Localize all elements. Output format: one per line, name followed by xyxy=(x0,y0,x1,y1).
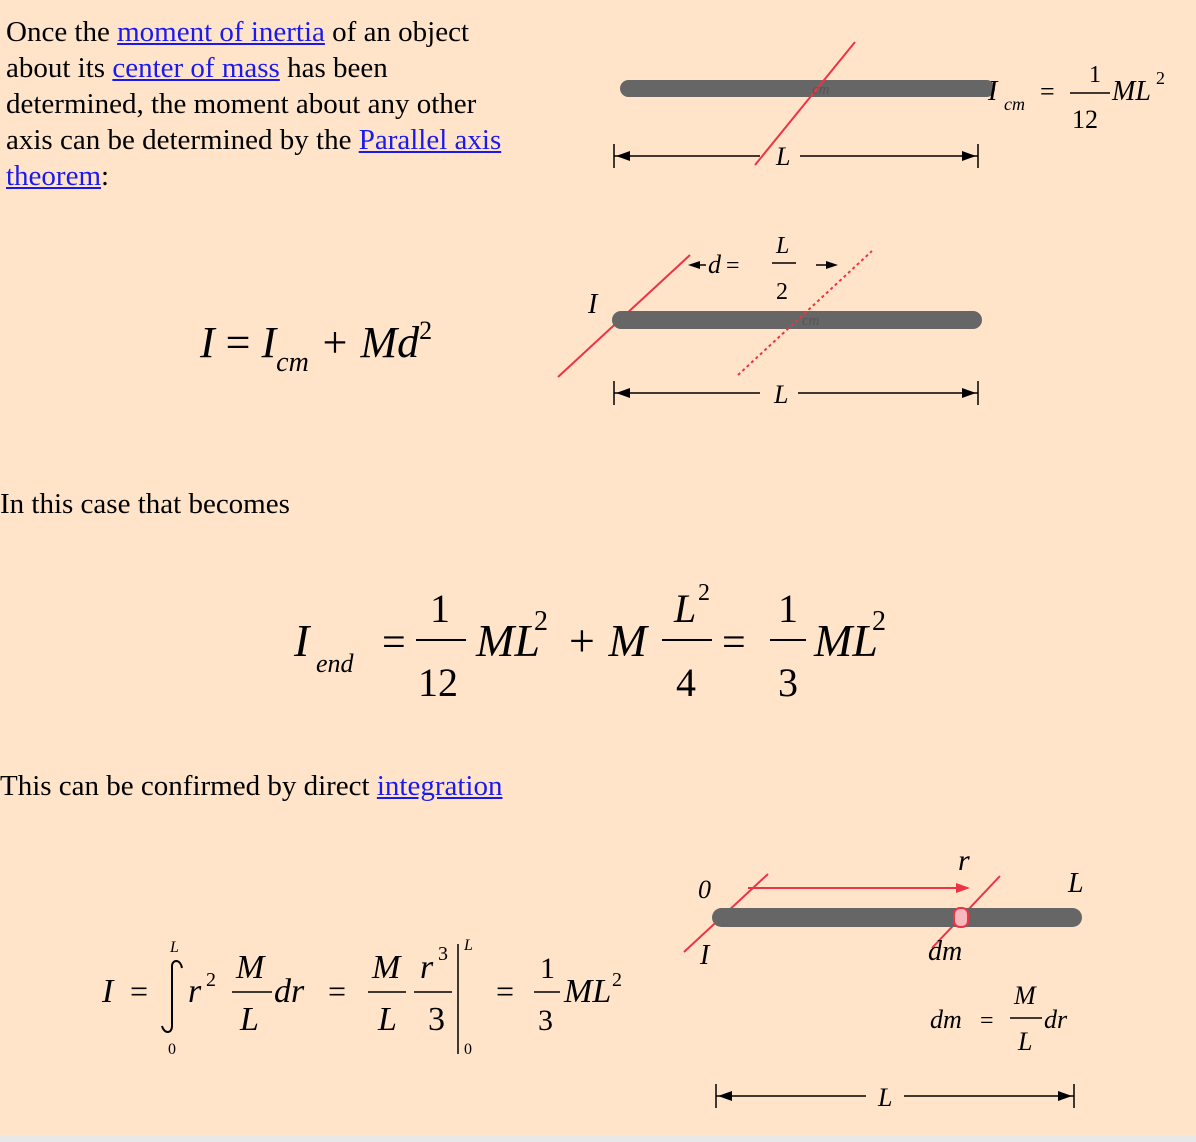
formula-sub: cm xyxy=(1004,94,1025,114)
bottom-border xyxy=(0,1136,1196,1142)
formula-eq: = xyxy=(382,620,406,666)
dm-formula-dm: dm xyxy=(930,1005,962,1034)
arrow-head xyxy=(616,151,630,161)
integration-diagram xyxy=(670,840,1110,1115)
eval-lower: 0 xyxy=(464,1041,472,1058)
I-label: I xyxy=(588,289,598,320)
formula-ml: ML xyxy=(564,973,612,1010)
formula-I: I xyxy=(102,973,114,1010)
dm-label: dm xyxy=(928,936,963,967)
confirm-text xyxy=(0,768,503,804)
frac-num: M xyxy=(236,949,265,986)
formula-I: I xyxy=(988,76,998,107)
frac4-num: 1 xyxy=(540,952,555,985)
arrow-head xyxy=(718,1091,732,1101)
frac3-den: 3 xyxy=(778,660,798,705)
center-of-mass-link[interactable]: center of mass xyxy=(112,52,280,84)
r-arrow-head xyxy=(956,883,970,893)
intro-text: has been xyxy=(279,52,388,84)
intro-text: about its xyxy=(6,52,113,84)
frac3-pow: 3 xyxy=(438,943,448,965)
formula-pow: 2 xyxy=(612,969,622,991)
formula-sub: cm xyxy=(276,347,309,378)
integration-link[interactable]: integration xyxy=(376,770,503,802)
arrow-head xyxy=(962,388,976,398)
intro-text: determined, the moment about any other xyxy=(6,88,477,120)
frac3-num: r xyxy=(420,949,434,986)
rod xyxy=(712,908,1082,927)
integrand-pow: 2 xyxy=(206,969,216,991)
formula-eq2: = xyxy=(722,620,746,666)
rod-center-diagram xyxy=(600,30,1190,190)
integrand-r: r xyxy=(188,973,202,1010)
formula-pow: 2 xyxy=(1156,68,1165,88)
frac2-num: L xyxy=(674,586,697,631)
formula-pow2: 2 xyxy=(872,606,886,637)
cm-label: cm xyxy=(812,82,830,98)
length-label: L xyxy=(776,142,791,171)
d-num: L xyxy=(776,233,790,259)
formula-md: + Md xyxy=(319,318,420,367)
intro-text: axis can be determined by the xyxy=(6,124,359,156)
integral-lower: 0 xyxy=(168,1041,176,1058)
d-den: 2 xyxy=(776,279,788,305)
confirm-label: This can be confirmed by direct xyxy=(0,770,377,802)
cm-label: cm xyxy=(802,313,820,329)
d-eq: = xyxy=(726,253,740,279)
moment-of-inertia-link[interactable]: moment of inertia xyxy=(117,16,325,48)
frac2-pow: 2 xyxy=(698,580,710,606)
dm-formula-num: M xyxy=(1014,981,1036,1010)
dm-element xyxy=(954,908,968,927)
formula-rhs: ML xyxy=(1112,76,1151,107)
frac1-den: 12 xyxy=(418,660,458,705)
dm-formula-eq: = xyxy=(980,1008,994,1034)
formula-ml2: ML xyxy=(814,615,878,666)
formula-eq3: = xyxy=(496,973,515,1009)
frac-den: L xyxy=(240,1001,259,1038)
formula-eq2: = xyxy=(328,973,347,1009)
formula-den: 12 xyxy=(1072,105,1098,134)
rod xyxy=(620,80,995,97)
formula-ml: ML xyxy=(476,615,540,666)
I-label: I xyxy=(700,940,710,971)
L-label: L xyxy=(1068,868,1084,899)
frac4-den: 3 xyxy=(538,1004,553,1037)
frac2-den: 4 xyxy=(676,660,696,705)
dm-formula-den: L xyxy=(1018,1027,1033,1056)
arrow-right xyxy=(826,261,838,269)
frac2-num: M xyxy=(372,949,401,986)
integral-sign xyxy=(162,961,182,1032)
dm-formula-dr: dr xyxy=(1044,1005,1068,1034)
arrow-head xyxy=(616,388,630,398)
frac3-num: 1 xyxy=(778,586,798,631)
integral-formula xyxy=(100,930,660,1070)
arrow-head xyxy=(1058,1091,1072,1101)
origin-label: 0 xyxy=(698,875,711,904)
formula-sub: end xyxy=(316,649,354,678)
frac3-den: 3 xyxy=(428,1001,445,1038)
frac2-den: L xyxy=(378,1001,397,1038)
parallel-axis-link[interactable]: Parallel axis xyxy=(358,124,502,156)
axis-line xyxy=(755,42,855,165)
formula-plus-m: + M xyxy=(566,615,647,666)
rod-end-diagram xyxy=(550,225,990,415)
eval-upper: L xyxy=(464,937,473,954)
case-text: In this case that becomes xyxy=(0,488,290,520)
formula-eq: = xyxy=(225,318,251,367)
intro-paragraph xyxy=(6,14,566,194)
intro-text: Once the xyxy=(6,16,118,48)
r-label: r xyxy=(958,844,970,877)
formula-eq: = xyxy=(1040,77,1055,106)
formula-pow: 2 xyxy=(534,606,548,637)
d-label: d xyxy=(708,250,721,279)
frac1-num: 1 xyxy=(430,586,450,631)
formula-eq: = xyxy=(130,973,149,1009)
arrow-head xyxy=(962,151,976,161)
length-label: L xyxy=(878,1083,893,1112)
formula-num: 1 xyxy=(1089,62,1101,88)
formula-pow: 2 xyxy=(419,316,433,345)
formula-Icm: I xyxy=(261,318,277,367)
iend-formula xyxy=(290,578,910,708)
intro-text: : xyxy=(101,160,110,192)
formula-I: I xyxy=(294,615,310,666)
intro-text: of an object xyxy=(324,16,470,48)
theorem-link[interactable]: theorem xyxy=(6,160,102,192)
formula-I: I xyxy=(200,318,215,367)
length-label: L xyxy=(774,380,789,409)
parallel-axis-formula xyxy=(200,316,433,378)
integrand-dr: dr xyxy=(274,973,305,1010)
integral-upper: L xyxy=(170,939,179,956)
